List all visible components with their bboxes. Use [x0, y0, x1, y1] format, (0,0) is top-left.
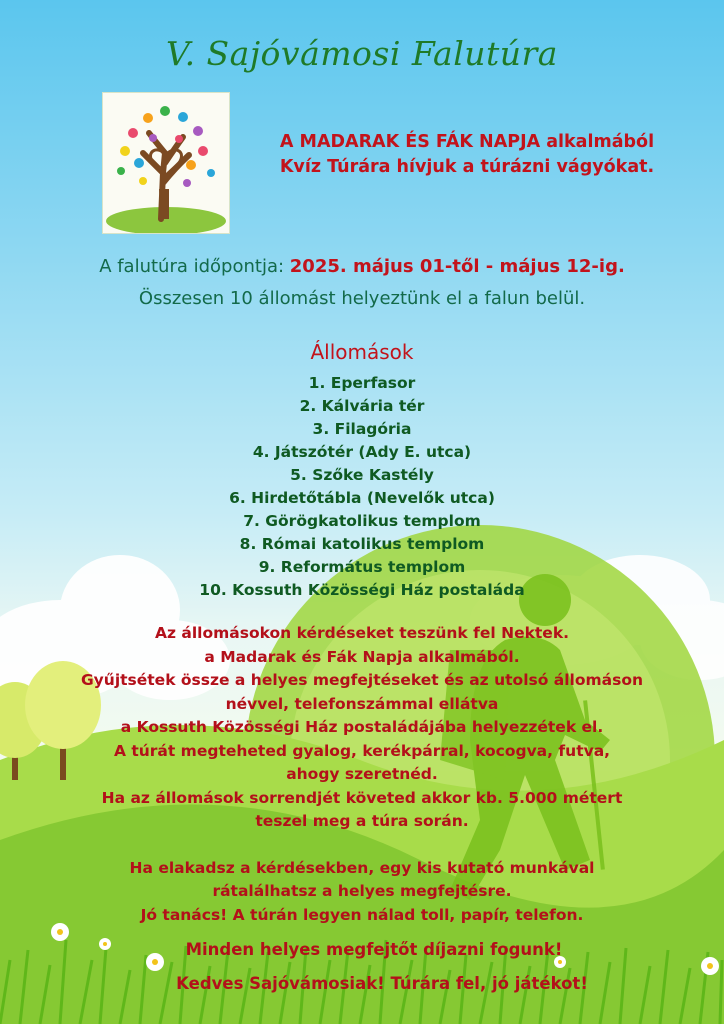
intro-line1-rest: alkalmából — [540, 132, 655, 152]
intro-line-2: Kvíz Túrára hívjuk a túrázni vágyókat. — [279, 157, 655, 177]
station-item: 2. Kálvária tér — [299, 397, 425, 415]
intro-line-1 — [236, 130, 698, 155]
instruction-line: Gyűjtsétek össze a helyes megfejtéseket és az utolsó állomáson — [80, 671, 644, 689]
instruction-line: Az állomásokon kérdéseket teszünk fel Nektek. — [154, 624, 570, 642]
instruction-line: teszel meg a túra során. — [255, 812, 469, 830]
intro-text — [236, 130, 698, 180]
instruction-line: Ha elakadsz a kérdésekben, egy kis kutató munkával — [129, 858, 595, 877]
instruction-line: a Kossuth Közösségi Ház postaládájába helyezzétek el. — [120, 718, 604, 736]
station-item: 6. Hirdetőtábla (Nevelők utca) — [229, 489, 495, 507]
instruction-line: rátalálhatsz a helyes megfejtésre. — [212, 882, 512, 900]
stations-heading: Állomások — [310, 340, 414, 364]
dates-line — [0, 256, 724, 277]
station-item: 9. Református templom — [258, 558, 466, 576]
closing-greeting: Kedves Sajóvámosiak! Túrára fel, jó játékot! — [176, 974, 588, 993]
instruction-line: Jó tanács! A túrán legyen nálad toll, papír, telefon. — [140, 905, 584, 924]
dates-label: A falutúra időpontja: — [99, 256, 290, 277]
dates-value: 2025. május 01-től - május 12-ig. — [289, 256, 625, 277]
station-item: 4. Játszótér (Ady E. utca) — [252, 443, 472, 461]
instruction-line: A túrát megteheted gyalog, kerékpárral, kocogva, futva, — [113, 741, 611, 760]
station-item: 7. Görögkatolikus templom — [243, 512, 481, 530]
prize-announcement: Minden helyes megfejtőt díjazni fogunk! — [185, 940, 563, 959]
instructions-text — [20, 622, 704, 927]
total-stations-text: Összesen 10 állomást helyeztünk el a falun belül. — [138, 288, 586, 309]
poster-title: V. Sajóvámosi Falutúra — [166, 34, 558, 73]
station-item: 3. Filagória — [312, 420, 412, 438]
spacer — [20, 834, 704, 857]
station-item: 5. Szőke Kastély — [290, 466, 434, 484]
instruction-line: a Madarak és Fák Napja alkalmából. — [204, 647, 520, 666]
stations-list — [0, 372, 724, 602]
station-item: 10. Kossuth Közösségi Ház postaláda — [199, 581, 525, 599]
intro-highlight: A MADARAK ÉS FÁK NAPJA — [279, 132, 541, 152]
tree-icon — [103, 93, 229, 233]
instruction-line: névvel, telefonszámmal ellátva — [225, 694, 499, 713]
station-item: 1. Eperfasor — [308, 374, 416, 392]
station-item: 8. Római katolikus templom — [239, 535, 485, 553]
instruction-line: Ha az állomások sorrendjét követed akkor kb. 5.000 métert — [101, 788, 623, 807]
instruction-line: ahogy szeretnéd. — [286, 765, 438, 783]
tree-of-hearts-image — [102, 92, 230, 234]
